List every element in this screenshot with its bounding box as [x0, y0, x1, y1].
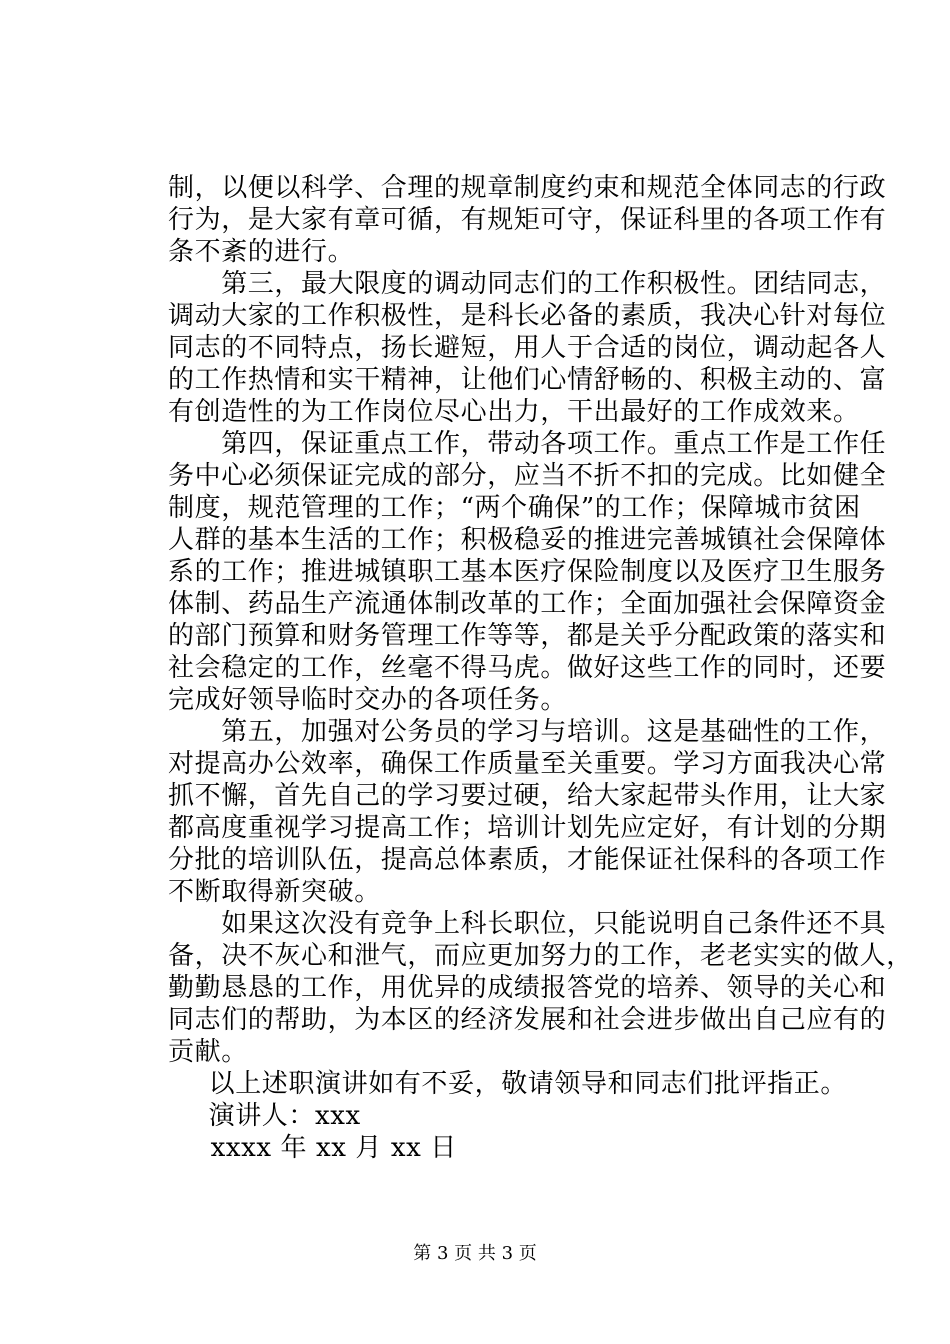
- page-number-footer: 第 3 页 共 3 页: [413, 1243, 537, 1264]
- text-line: 同志们的帮助，为本区的经济发展和社会进步做出自己应有的: [168, 1005, 887, 1035]
- text-line: 条不紊的进行。: [168, 237, 355, 267]
- text-line: 第四，保证重点工作，带动各项工作。重点工作是工作任: [168, 429, 887, 459]
- text-line: 勤勤恳恳的工作，用优异的成绩报答党的培养、领导的关心和: [168, 973, 887, 1003]
- text-line: 体制、药品生产流通体制改革的工作；全面加强社会保障资金: [168, 589, 887, 619]
- text-line: 分批的培训队伍，提高总体素质，才能保证社保科的各项工作: [168, 845, 887, 875]
- text-line: 的工作热情和实干精神，让他们心情舒畅的、积极主动的、富: [168, 365, 887, 395]
- date-line: xxxx 年 xx 月 xx 日: [184, 1133, 457, 1163]
- text-line: 贡献。: [168, 1037, 248, 1067]
- text-line: 制，以便以科学、合理的规章制度约束和规范全体同志的行政: [168, 173, 887, 203]
- speaker-line: 演讲人：xxx: [182, 1101, 361, 1131]
- text-line: 抓不懈，首先自己的学习要过硬，给大家起带头作用，让大家: [168, 781, 887, 811]
- text-line: 人群的基本生活的工作；积极稳妥的推进完善城镇社会保障体: [168, 525, 887, 555]
- text-line: 务中心必须保证完成的部分，应当不折不扣的完成。比如健全: [168, 461, 887, 491]
- closing-line: 以上述职演讲如有不妥，敬请领导和同志们批评指正。: [182, 1069, 848, 1099]
- text-line: 第三，最大限度的调动同志们的工作积极性。团结同志，: [168, 269, 887, 299]
- document-body: [168, 172, 913, 1164]
- text-line: 的部门预算和财务管理工作等等，都是关乎分配政策的落实和: [168, 621, 887, 651]
- text-line: 社会稳定的工作，丝毫不得马虎。做好这些工作的同时，还要: [168, 653, 887, 683]
- text-line: 第五，加强对公务员的学习与培训。这是基础性的工作，: [168, 717, 887, 747]
- text-line: 备，决不灰心和泄气，而应更加努力的工作，老老实实的做人，: [168, 941, 913, 971]
- text-line: 如果这次没有竞争上科长职位，只能说明自己条件还不具: [168, 909, 887, 939]
- text-line: 完成好领导临时交办的各项任务。: [168, 685, 568, 715]
- text-line: 系的工作；推进城镇职工基本医疗保险制度以及医疗卫生服务: [168, 557, 887, 587]
- text-line: 有创造性的为工作岗位尽心出力，干出最好的工作成效来。: [168, 397, 860, 427]
- text-line: 都高度重视学习提高工作；培训计划先应定好，有计划的分期: [168, 813, 887, 843]
- text-line: 对提高办公效率，确保工作质量至关重要。学习方面我决心常: [168, 749, 887, 779]
- text-line: 调动大家的工作积极性，是科长必备的素质，我决心针对每位: [168, 301, 887, 331]
- text-line: 不断取得新突破。: [168, 877, 381, 907]
- text-line: 行为，是大家有章可循，有规矩可守，保证科里的各项工作有: [168, 205, 887, 235]
- text-line: 同志的不同特点，扬长避短，用人于合适的岗位，调动起各人: [168, 333, 887, 363]
- text-line: 制度，规范管理的工作；“两个确保”的工作；保障城市贫困: [168, 493, 861, 523]
